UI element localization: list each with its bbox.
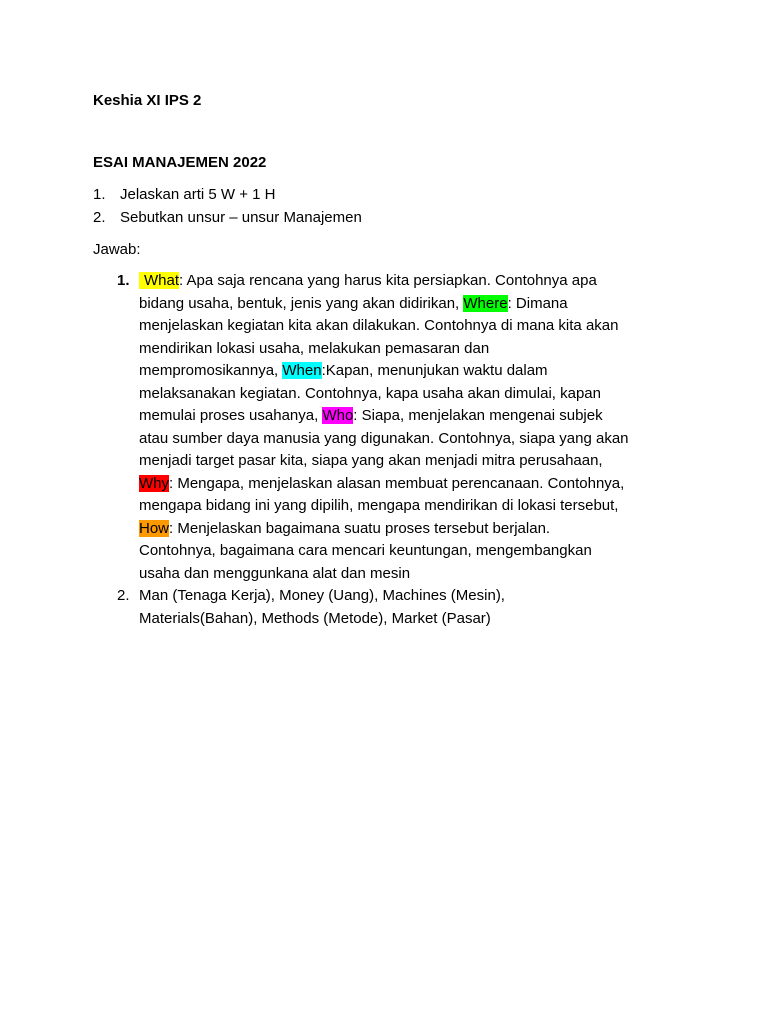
answer-text: : Mengapa, menjelaskan alasan membuat perencanaan. Contohnya, <box>169 474 625 492</box>
answer-line <box>139 518 677 541</box>
question-item <box>93 207 362 230</box>
answer-line <box>139 473 677 496</box>
keyword-how: How <box>139 519 170 537</box>
answer-text: : Dimana <box>507 294 568 312</box>
question-item <box>93 184 362 207</box>
answer-line: melaksanakan kegiatan. Contohnya, kapa usaha akan dimulai, kapan <box>139 384 601 402</box>
answer-line <box>139 405 677 428</box>
answer-paragraph <box>139 270 677 585</box>
keyword-why: Why <box>139 474 169 492</box>
answer-number: 1. <box>117 272 130 289</box>
answer-line: usaha dan menggunkana alat dan mesin <box>139 564 411 582</box>
question-text: Sebutkan unsur – unsur Manajemen <box>120 208 362 226</box>
answer-line: Contohnya, bagaimana cara mencari keuntungan, mengembangkan <box>139 542 592 559</box>
answer-number: 2. <box>117 587 130 604</box>
answer-line: menjelaskan kegiatan kita akan dilakukan. Contohnya di mana kita akan <box>139 317 619 334</box>
answer-line <box>139 270 677 293</box>
keyword-what: What <box>139 272 179 289</box>
question-number: 1. <box>93 186 106 203</box>
keyword-when: When <box>282 362 322 379</box>
answer-label: Jawab: <box>93 241 141 258</box>
answer-line: Man (Tenaga Kerja), Money (Uang), Machines (Mesin), <box>139 587 505 604</box>
author-line: Keshia XI IPS 2 <box>93 92 202 109</box>
question-list <box>93 184 362 229</box>
keyword-who: Who <box>322 407 354 424</box>
answer-paragraph <box>139 585 677 630</box>
answer-text: bidang usaha, bentuk, jenis yang akan didirikan, <box>139 294 464 312</box>
answer-text: memulai proses usahanya, <box>139 407 323 424</box>
answer-line: atau sumber daya manusia yang digunakan. Contohnya, siapa yang akan <box>139 429 629 447</box>
answer-line: menjadi target pasar kita, siapa yang akan menjadi mitra perusahaan, <box>139 452 603 469</box>
answer-line: Materials(Bahan), Methods (Metode), Market (Pasar) <box>139 609 491 627</box>
question-number: 2. <box>93 208 106 226</box>
answer-item-1 <box>117 270 677 585</box>
answer-line: mengapa bidang ini yang dipilih, mengapa mendirikan di lokasi tersebut, <box>139 497 619 514</box>
answer-text: : Menjelaskan bagaimana suatu proses tersebut berjalan. <box>169 519 551 537</box>
answer-text: : Siapa, menjelakan mengenai subjek <box>353 407 603 424</box>
answer-text: :Kapan, menunjukan waktu dalam <box>321 362 548 379</box>
answer-line: mendirikan lokasi usaha, melakukan pemasaran dan <box>139 339 490 357</box>
keyword-where: Where <box>463 294 508 312</box>
answer-list <box>117 270 677 630</box>
answer-item-2 <box>117 585 677 630</box>
answer-line <box>139 360 677 383</box>
answer-text: mempromosikannya, <box>139 362 283 379</box>
question-text: Jelaskan arti 5 W + 1 H <box>120 186 276 203</box>
essay-title: ESAI MANAJEMEN 2022 <box>93 154 267 171</box>
answer-line <box>139 293 677 316</box>
answer-text: : Apa saja rencana yang harus kita persiapkan. Contohnya apa <box>179 272 597 289</box>
